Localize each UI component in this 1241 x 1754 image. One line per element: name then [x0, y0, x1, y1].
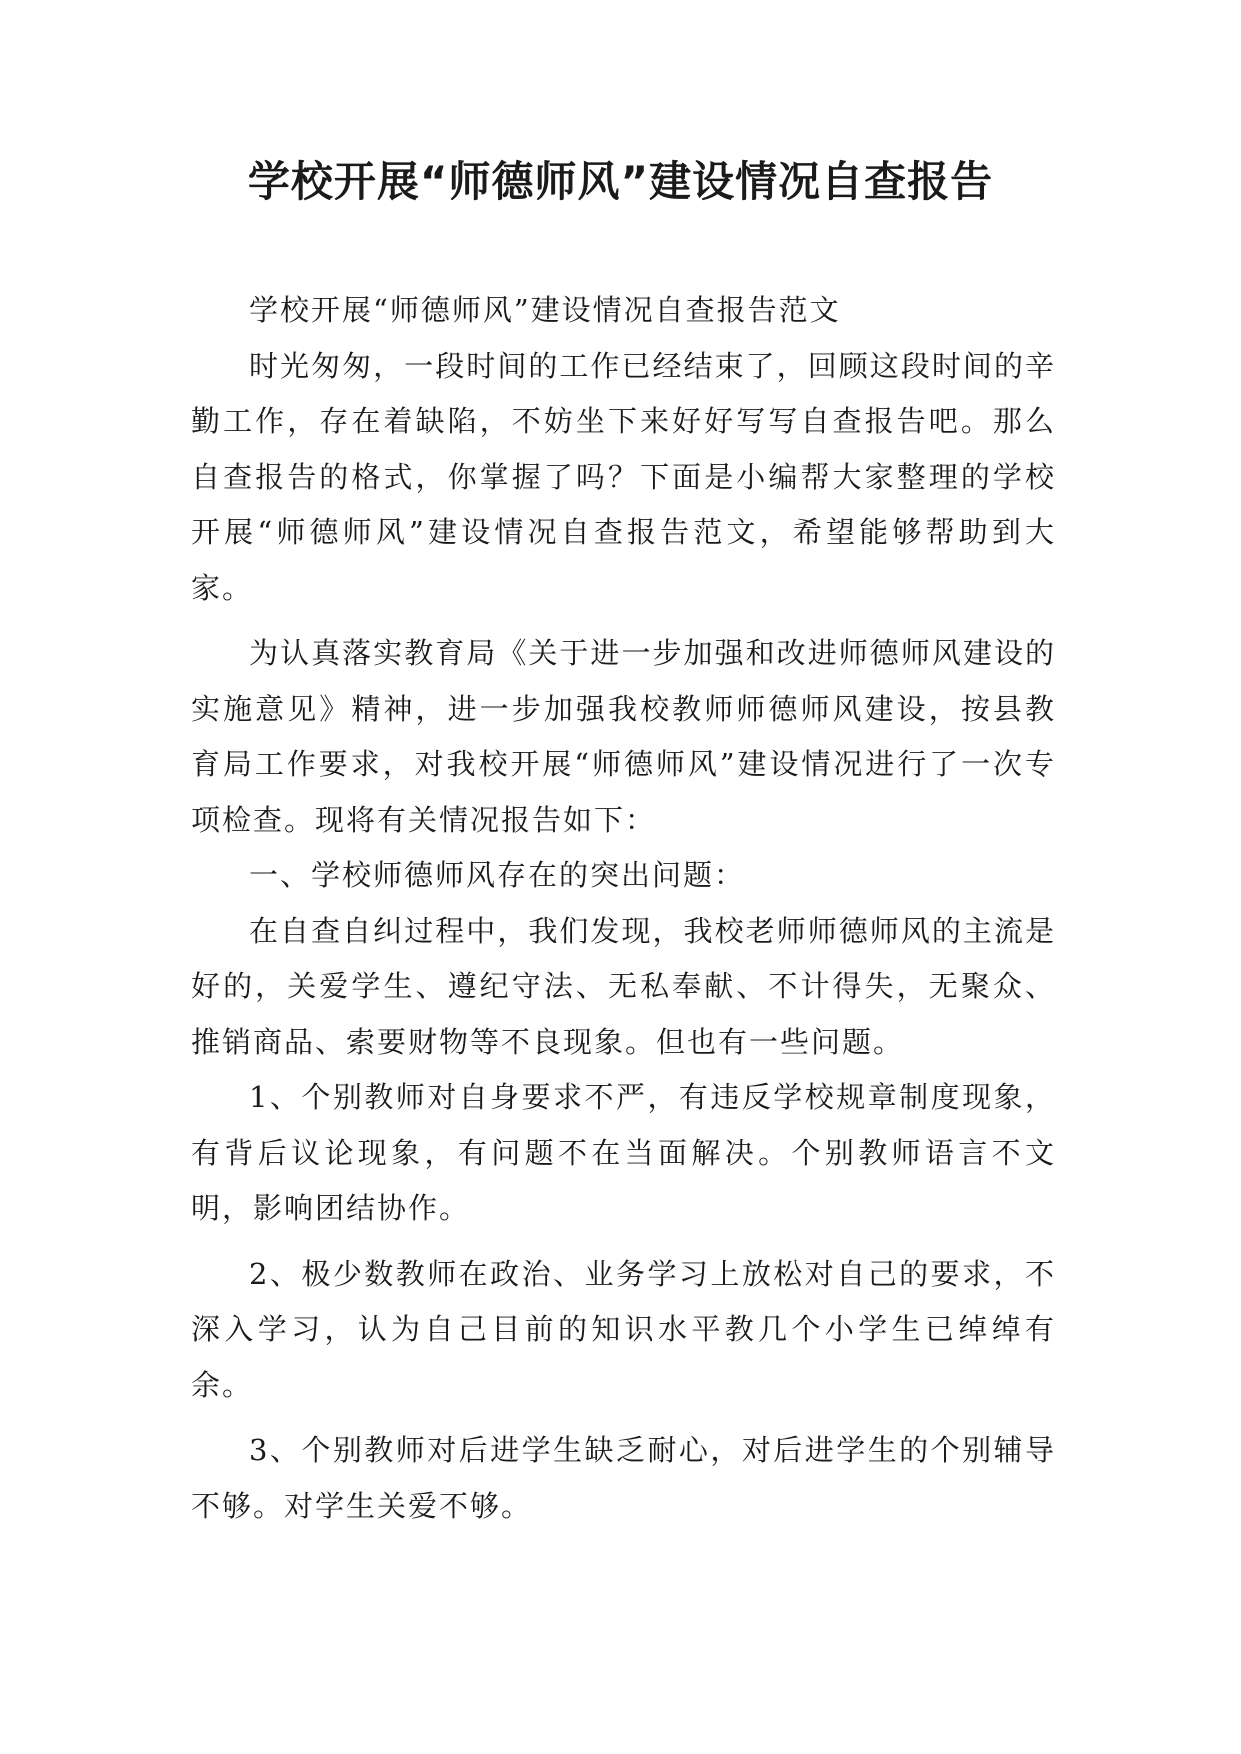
section-heading-problems: 一、学校师德师风存在的突出问题：: [249, 858, 746, 892]
paragraph-intro: 时光匆匆，一段时间的工作已经结束了，回顾这段时间的辛勤工作，存在着缺陷，不妨坐下来好好写写自查报告吧。那么自查报告的格式，你掌握了吗？下面是小编帮大家整理的学校开展“师德师风”建设情况自查报告范文，希望能够帮助到大家。: [191, 348, 1056, 605]
list-item-1: 1、个别教师对自身要求不严，有违反学校规章制度现象，有背后议论现象，有问题不在当面解决。个别教师语言不文明，影响团结协作。: [191, 1080, 1056, 1225]
paragraph-subtitle: 学校开展“师德师风”建设情况自查报告范文: [249, 293, 841, 327]
list-item-2: 2、极少数教师在政治、业务学习上放松对自己的要求，不深入学习，认为自己目前的知识水平教几个小学生已绰绰有余。: [191, 1256, 1056, 1402]
paragraph-findings: 在自查自纠过程中，我们发现，我校老师师德师风的主流是好的，关爱学生、遵纪守法、无私奉献、不计得失，无聚众、推销商品、索要财物等不良现象。但也有一些问题。: [191, 913, 1056, 1059]
paragraph-purpose: 为认真落实教育局《关于进一步加强和改进师德师风建设的实施意见》精神，进一步加强我校教师师德师风建设，按县教育局工作要求，对我校开展“师德师风”建设情况进行了一次专项检查。现将有关情况报告如下：: [191, 636, 1056, 837]
list-item-3: 3、个别教师对后进学生缺乏耐心，对后进学生的个别辅导不够。对学生关爱不够。: [191, 1433, 1056, 1523]
document-title: 学校开展“师德师风”建设情况自查报告: [247, 157, 994, 206]
document-body: [191, 283, 1056, 1534]
